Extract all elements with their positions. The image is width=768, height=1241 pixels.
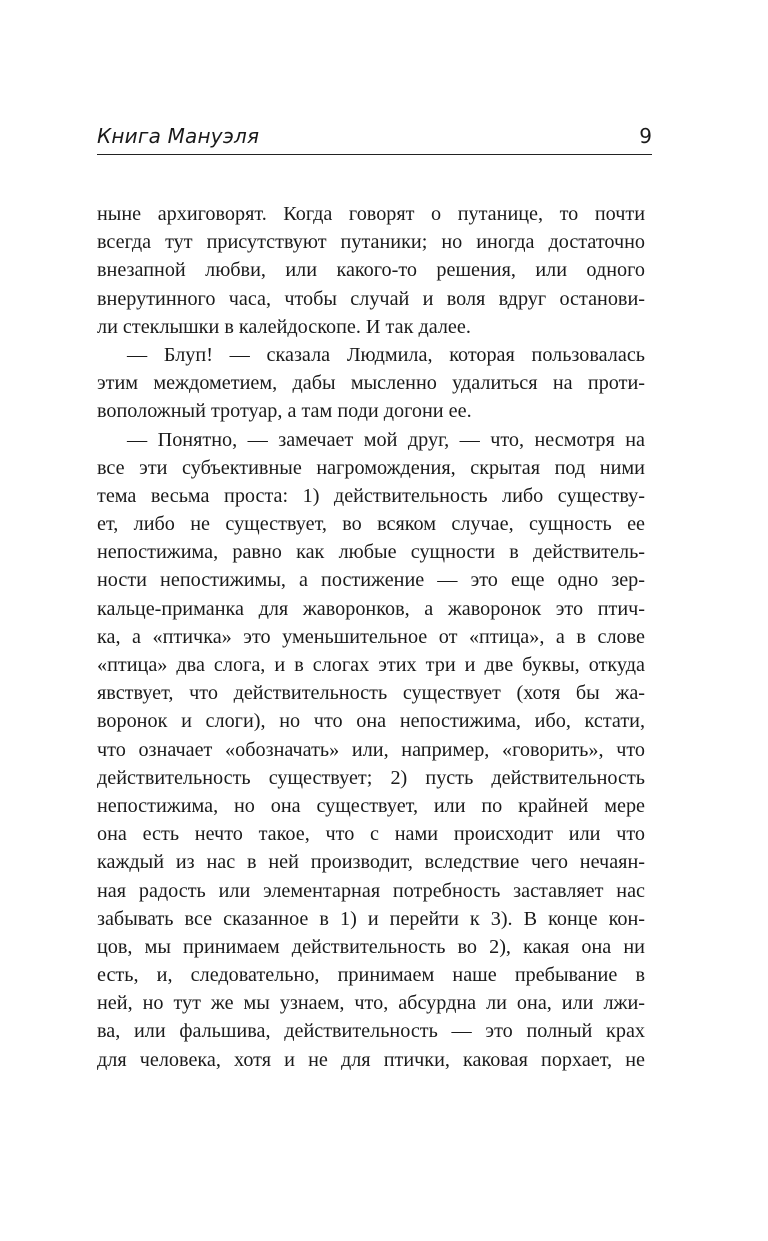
paragraph [97,200,645,341]
running-title: Книга Мануэля [97,124,260,148]
text-line: «птица» два слога, и в слогах этих три и две буквы, откуда [97,654,645,676]
running-header [97,118,652,155]
text-line: ва, или фальшива, действительность — это полный крах [97,1020,645,1043]
text-line: — Блуп! — сказала Людмила, которая пользовалась [127,343,645,366]
text-line: ней, но тут же мы узнаем, что, абсурдна ли она, или лжи- [97,992,645,1015]
text-line: есть, и, следовательно, принимаем наше пребывание в [97,964,645,987]
text-line: цов, мы принимаем действительность во 2), какая она ни [97,935,645,958]
text-line: она есть нечто такое, что с нами происходит или что [97,823,645,846]
text-line: явствует, что действительность существует (хотя бы жа- [97,682,645,705]
page-number: 9 [639,124,652,148]
text-line: внезапной любви, или какого-то решения, или одного [97,259,645,282]
text-line: каждый из нас в ней производит, вследствие чего нечаян- [97,851,645,874]
text-line: непостижима, но она существует, или по крайней мере [97,794,645,817]
text-line: действительность существует; 2) пусть действительность [97,766,645,789]
text-line: воронок и слоги), но что она непостижима, ибо, кстати, [97,710,645,733]
text-line: непостижима, равно как любые сущности в действитель- [97,541,645,564]
text-line: все эти субъективные нагромождения, скрытая под ними [97,456,645,479]
text-line: что означает «обозначать» или, например, «говорить», что [97,738,645,761]
text-line: — Понятно, — замечает мой друг, — что, несмотря на [127,428,645,451]
text-line: воположный тротуар, а там поди догони ее. [97,400,472,423]
text-line: для человека, хотя и не для птички, каковая порхает, не [97,1048,645,1071]
text-line: внерутинного часа, чтобы случай и воля вдруг останови- [97,287,645,310]
text-line: кальце-приманка для жаворонков, а жаворонок это птич- [97,597,645,620]
body-text [97,200,645,1074]
text-line: всегда тут присутствуют путаники; но иногда достаточно [97,231,645,254]
paragraph [97,341,645,426]
text-line: этим междометием, дабы мысленно удалиться на проти- [97,372,645,395]
text-line: забывать все сказанное в 1) и перейти к 3). В конце кон- [97,907,645,930]
text-line: ная радость или элементарная потребность заставляет нас [97,879,645,902]
text-line: тема весьма проста: 1) действительность либо существу- [97,484,645,507]
text-line: ныне архиговорят. Когда говорят о путанице, то почти [97,203,645,225]
text-line: ли стеклышки в калейдоскопе. И так далее. [97,315,471,338]
text-line: ка, а «птичка» это уменьшительное от «птица», а в слове [97,625,645,648]
paragraph [97,426,645,1074]
text-line: ности непостижимы, а постижение — это еще одно зер- [97,569,645,592]
text-line: ет, либо не существует, во всяком случае, сущность ее [97,513,645,536]
